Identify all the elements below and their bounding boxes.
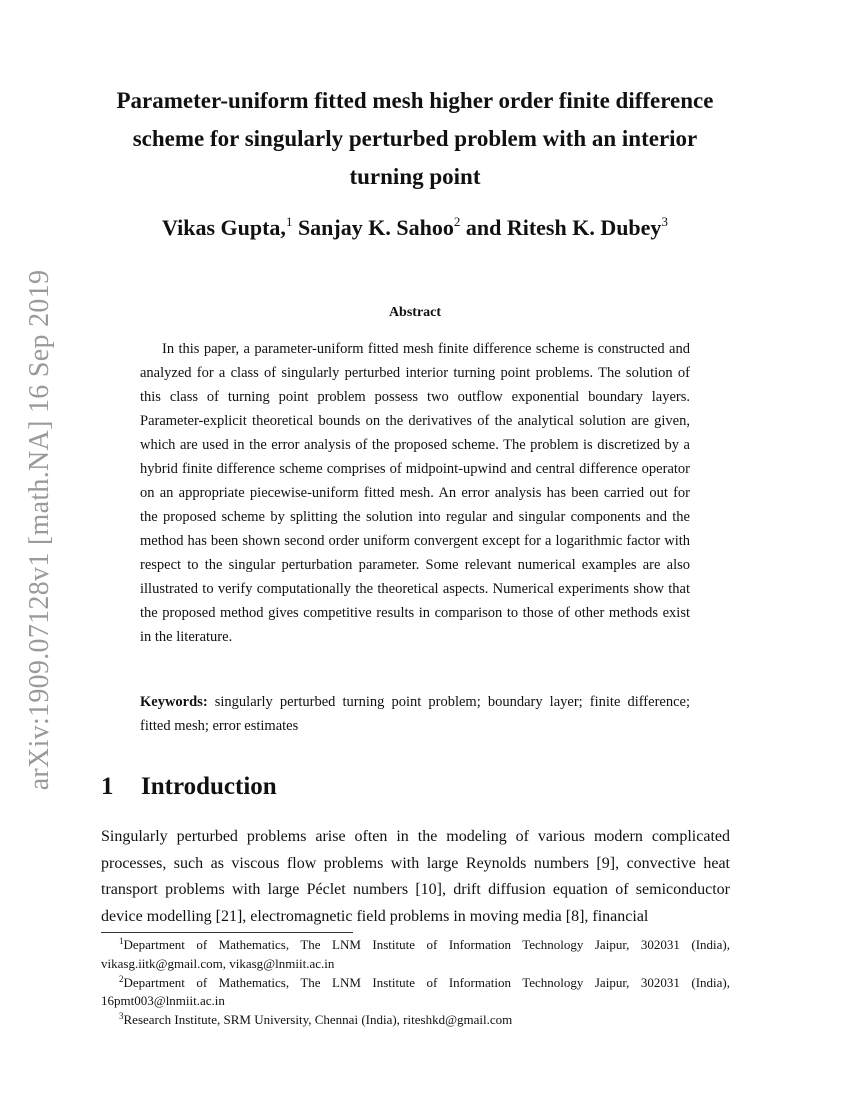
footnote-mark: 2 bbox=[119, 973, 124, 984]
author-name: Sanjay K. Sahoo bbox=[297, 215, 454, 240]
paper-title: Parameter-uniform fitted mesh higher order finite difference scheme for singularly perturbed problem with an interior turning point bbox=[116, 88, 714, 189]
abstract-heading: Abstract bbox=[388, 305, 442, 320]
footnote-text: Research Institute, SRM University, Chennai (India), riteshkd@gmail.com bbox=[123, 1012, 513, 1028]
introduction-paragraph: Singularly perturbed problems arise often in the modeling of various modern complicated processes, such as viscous flow problems with large Reynolds numbers [9], convective heat transport problems with large Péclet numbers [10], drift diffusion equation of semiconductor device modelling [21], electromagnetic field problems in moving media [8], financial bbox=[101, 828, 730, 925]
arxiv-identifier-text: arXiv:1909.07128v1 [math.NA] 16 Sep 2019 bbox=[24, 269, 55, 791]
author-name: Ritesh K. Dubey bbox=[506, 215, 662, 240]
keywords-block bbox=[140, 690, 690, 738]
footnote bbox=[101, 1011, 730, 1030]
footnote-mark: 1 bbox=[119, 936, 124, 946]
affiliation-mark: 1 bbox=[285, 214, 293, 229]
author-list bbox=[120, 210, 710, 246]
keywords-label: Keywords: bbox=[140, 694, 208, 710]
author-name: Vikas Gupta, bbox=[162, 215, 286, 240]
section-number: 1 bbox=[101, 773, 114, 800]
author-conjunction: and bbox=[465, 215, 502, 240]
footnote-rule bbox=[101, 932, 353, 933]
footnotes bbox=[101, 936, 730, 1030]
affiliation-mark: 3 bbox=[661, 214, 668, 229]
abstract-body: In this paper, a parameter-uniform fitted mesh finite difference scheme is constructed and analyzed for a class of singularly perturbed interior turning point problems. The solution of this class of turning point problem possess two outflow exponential boundary layers. Parameter-explicit theoretical bounds on the derivatives of the analytical solution are given, which are used in the error analysis of the proposed scheme. The problem is discretized by a hybrid finite difference scheme comprises of midpoint-upwind and central difference operator on an appropriate piecewise-uniform fitted mesh. An error analysis has been carried out for the proposed scheme by splitting the solution into regular and singular components and the method has been shown second order uniform convergent except for a logarithmic factor with respect to the singular perturbation parameter. Some relevant numerical examples are also illustrated to verify computationally the theoretical aspects. Numerical experiments show that the proposed method gives competitive results in comparison to those of other methods exist in the literature. bbox=[140, 341, 690, 645]
keywords-text: singularly perturbed turning point problem; boundary layer; finite difference; fitted mesh; error estimates bbox=[140, 694, 690, 734]
affiliation-mark: 2 bbox=[453, 214, 461, 229]
footnote-mark: 3 bbox=[119, 1011, 124, 1022]
footnote-text: Department of Mathematics, The LNM Institute of Information Technology Jaipur, 302031 (India), 16pmt003@lnmiit.ac.in bbox=[101, 974, 730, 1009]
footnote bbox=[101, 974, 730, 1012]
section-title: Introduction bbox=[141, 773, 277, 800]
section-heading bbox=[101, 773, 277, 801]
footnote bbox=[101, 936, 730, 974]
footnote-text: Department of Mathematics, The LNM Institute of Information Technology Jaipur, 302031 (India), vikasg.iitk@gmail.com, vikasg@lnmiit.ac.in bbox=[101, 937, 730, 971]
